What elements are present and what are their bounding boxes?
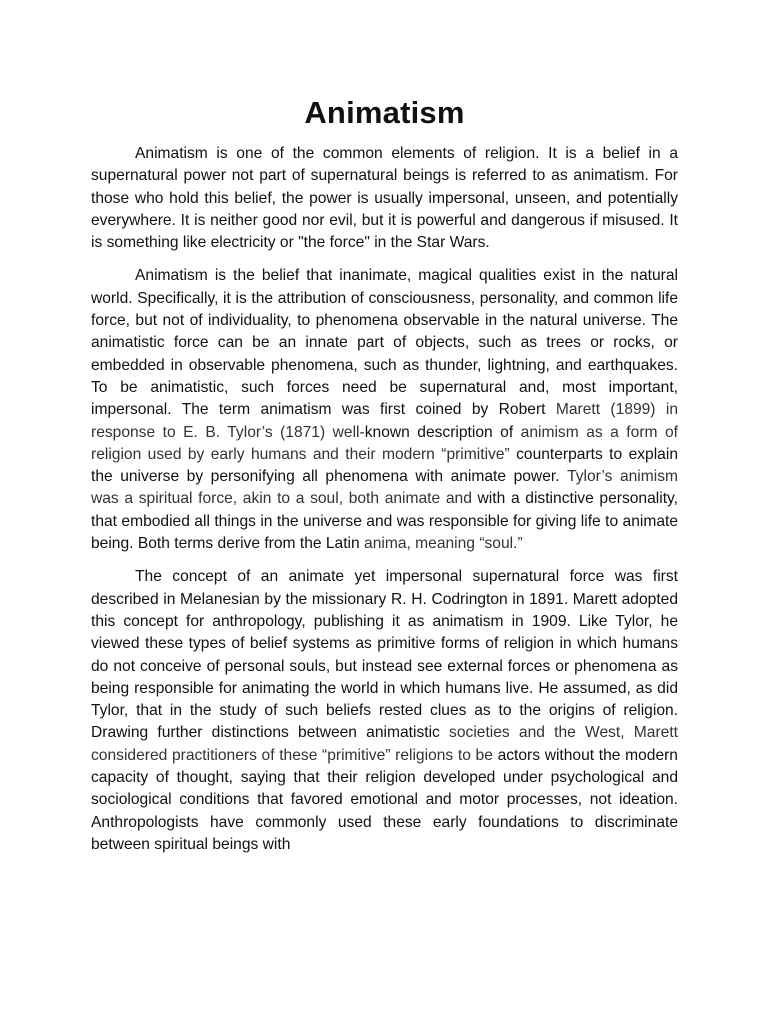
paragraph-2-light-segment: anima, meaning “soul.” [364, 535, 523, 553]
document-page [91, 0, 678, 856]
paragraph-3 [91, 566, 678, 856]
paragraph-3-light-segment: societies and the West, Marett considered practitioners of these “primitive” religions to be [91, 724, 678, 764]
paragraph-3-segment: actors without the modern capacity of thought, saying that their religion developed under psychological and sociological conditions that favored emotional and motor processes, not ideation. Anthropologists have commonly used these early foundations to discriminate between spiritual beings with [91, 746, 678, 853]
paragraph-2-segment: with a distinctive personality, that embodied all things in the universe and was responsible for giving life to animate being. Both terms derive from the Latin [91, 490, 679, 553]
paragraph-2-segment: Animatism is the belief that inanimate, magical qualities exist in the natural world. Specifically, it is the attribution of consciousness, personality, and common life force, but not of individuality, to phenomena observable in the natural universe. The animatistic force can be an innate part of objects, such as trees or rocks, or embedded in observable phenomena, such as thunder, lightning, and earthquakes. To be animatistic, such forces need be supernatural and, most important, impersonal. The term animatism was first coined by Robert [91, 267, 678, 419]
paragraph-2-segment: known description of [364, 423, 521, 441]
paragraph-1 [91, 143, 678, 254]
paragraph-1-text: Animatism is one of the common elements of religion. It is a belief in a supernatural power not part of supernatural beings is referred to as animatism. For those who hold this belief, the power is usually impersonal, unseen, and potentially everywhere. It is neither good nor evil, but it is powerful and dangerous if misused. It is something like electricity or "the force" in the Star Wars. [91, 145, 678, 252]
paragraph-2-segment: counterparts to explain the universe by personifying all phenomena with animate power. [91, 445, 678, 486]
paragraph-2-light-segment: Marett (1899) in response to E. B. Tylor’s (1871) well- [91, 401, 678, 441]
paragraph-2 [91, 265, 678, 555]
paragraph-2-light-segment: animism as a form of religion used by early humans and their modern “primitive” [91, 423, 678, 463]
paragraph-2-light-segment: Tylor’s animism was a spiritual force, akin to a soul, both animate and [91, 468, 678, 508]
page-title: Animatism [304, 95, 465, 130]
paragraph-3-segment: The concept of an animate yet impersonal supernatural force was first described in Melanesian by the missionary R. H. Codrington in 1891. Marett adopted this concept for anthropology, publishing it as animatism in 1909. Like Tylor, he viewed these types of belief systems as primitive forms of religion in which humans do not conceive of personal souls, but instead see external forces or phenomena as being responsible for animating the world in which humans live. He assumed, as did Tylor, that in the study of such beliefs rested clues as to the origins of religion. Drawing further distinctions between animatistic [91, 568, 678, 742]
